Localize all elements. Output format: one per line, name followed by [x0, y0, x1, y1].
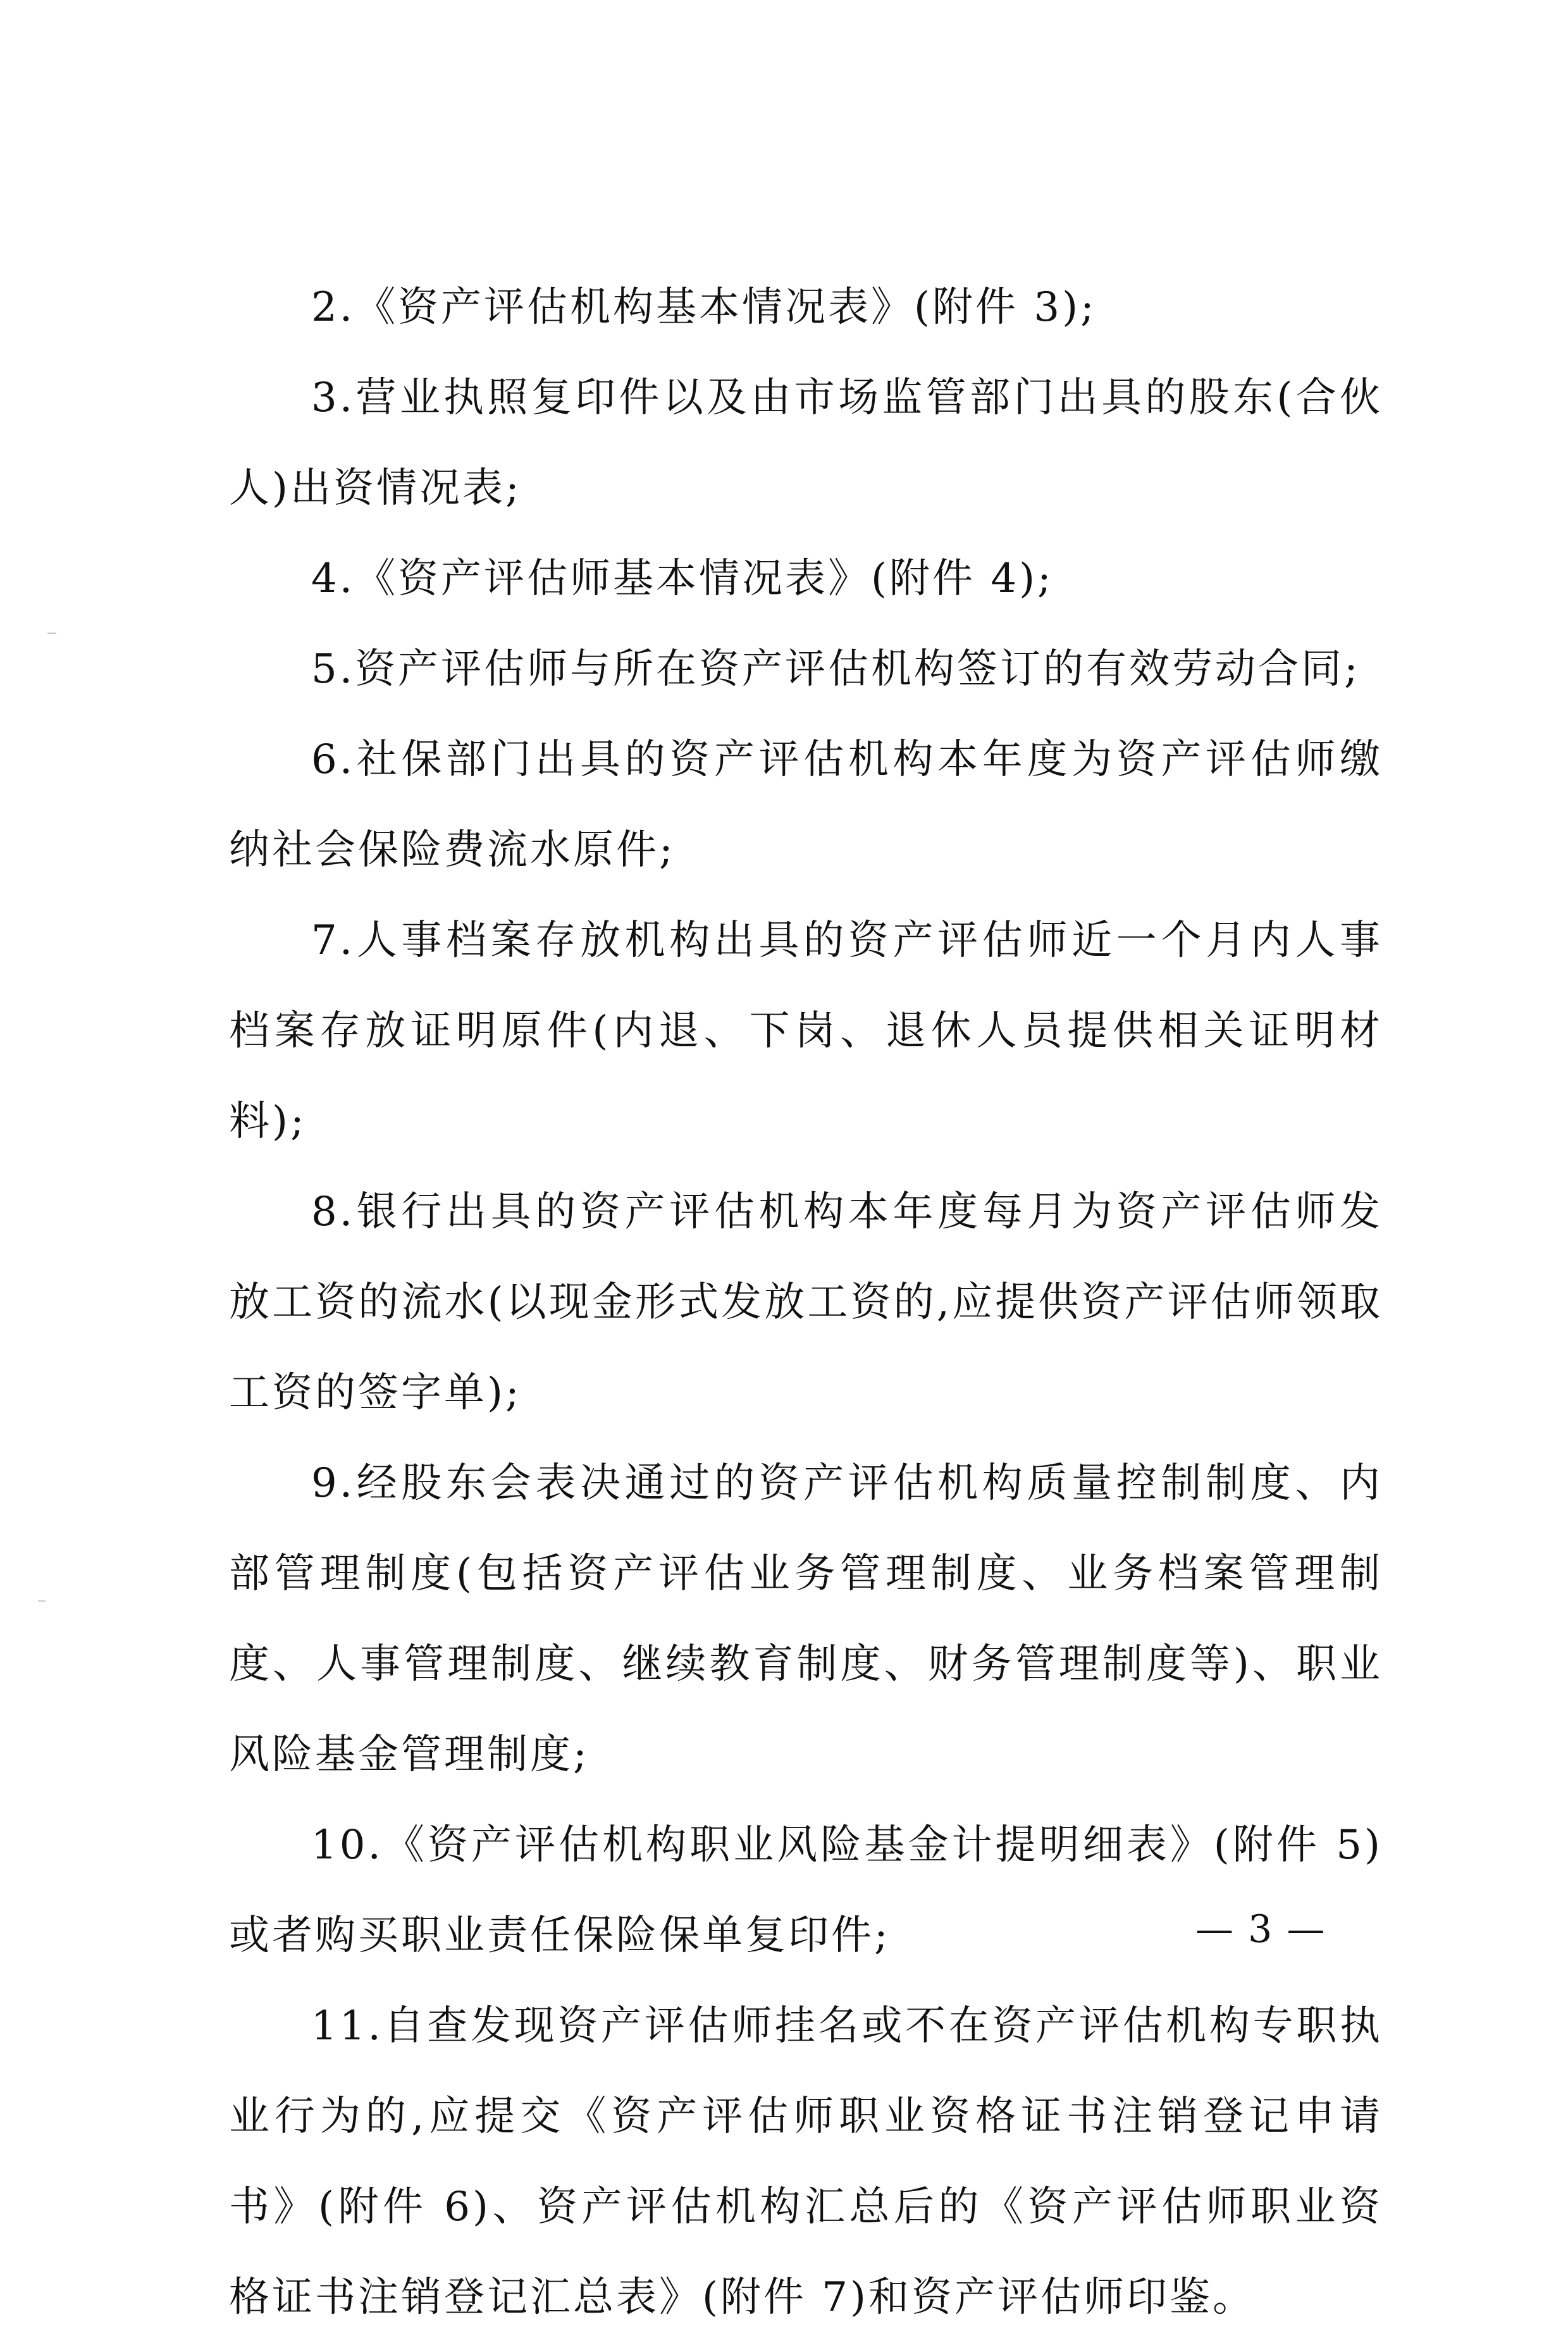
- list-item-10: 10.《资产评估机构职业风险基金计提明细表》(附件 5)或者购买职业责任保险保单复印件;: [229, 1822, 1383, 1959]
- list-item-4: 4.《资产评估师基本情况表》(附件 4);: [311, 555, 1054, 602]
- list-item-5: 5.资产评估师与所在资产评估机构签订的有效劳动合同;: [311, 646, 1361, 693]
- scan-artifact-line: [38, 1600, 46, 1602]
- list-item-2: 2.《资产评估机构基本情况表》(附件 3);: [311, 284, 1097, 331]
- list-item-9: 9.经股东会表决通过的资产评估机构质量控制制度、内部管理制度(包括资产评估业务管理制度、业务档案管理制度、人事管理制度、继续教育制度、财务管理制度等)、职业风险基金管理制度;: [229, 1460, 1383, 1778]
- page-number: — 3 —: [1195, 1907, 1326, 1951]
- list-item-7: 7.人事档案存放机构出具的资产评估师近一个月内人事档案存放证明原件(内退、下岗、退休人员提供相关证明材料);: [229, 917, 1383, 1145]
- document-body: [229, 263, 1383, 2343]
- list-item-6: 6.社保部门出具的资产评估机构本年度为资产评估师缴纳社会保险费流水原件;: [229, 736, 1383, 874]
- list-item-3: 3.营业执照复印件以及由市场监管部门出具的股东(合伙人)出资情况表;: [229, 374, 1383, 512]
- list-item-11: 11.自查发现资产评估师挂名或不在资产评估机构专职执业行为的,应提交《资产评估师职业资格证书注销登记申请书》(附件 6)、资产评估机构汇总后的《资产评估师职业资格证书注销登记汇总表》(附件 7)和资产评估师印鉴。: [229, 2003, 1383, 2321]
- list-item-8: 8.银行出具的资产评估机构本年度每月为资产评估师发放工资的流水(以现金形式发放工资的,应提供资产评估师领取工资的签字单);: [229, 1189, 1383, 1416]
- scan-artifact-line: [47, 633, 56, 634]
